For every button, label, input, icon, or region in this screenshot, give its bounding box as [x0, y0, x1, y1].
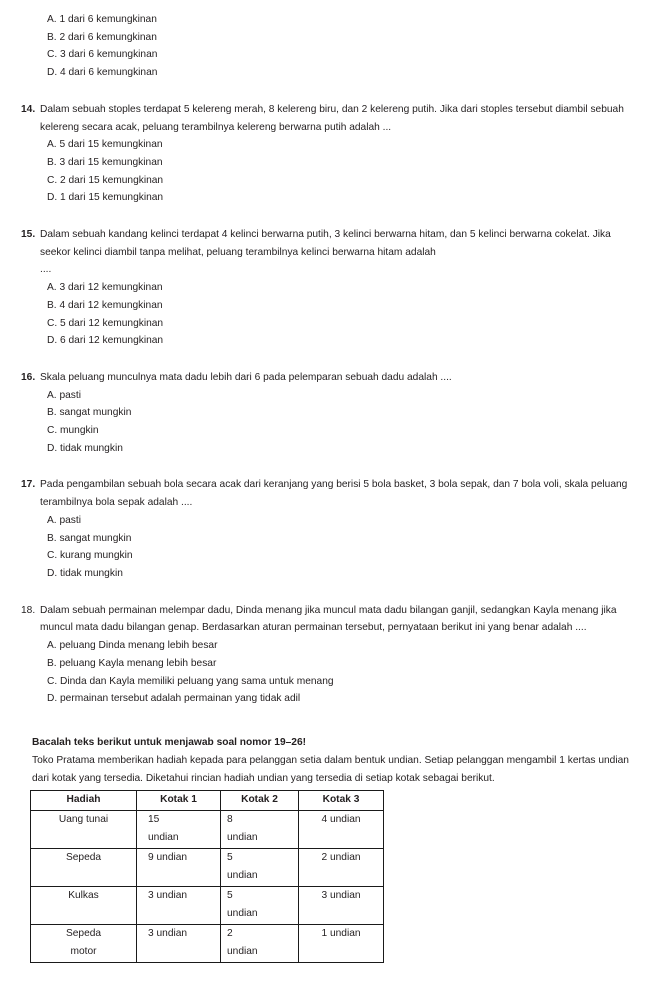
cell-kotak-2 — [221, 925, 299, 963]
cell-line: undian — [148, 831, 179, 843]
cell-kotak-1 — [137, 887, 221, 925]
option-item: B. 2 dari 6 kemungkinan — [47, 31, 157, 43]
question-ellipsis: .... — [40, 264, 52, 276]
option-item: B. 3 dari 15 kemungkinan — [47, 156, 163, 168]
cell-line: undian — [227, 831, 258, 843]
cell-hadiah — [31, 925, 137, 963]
cell-line: 3 undian — [148, 928, 188, 940]
option-item: A. pasti — [47, 514, 81, 526]
option-item: C. mungkin — [47, 425, 99, 437]
option-item: B. sangat mungkin — [47, 532, 132, 544]
option-item: D. tidak mungkin — [47, 567, 123, 579]
cell-line: 2 — [227, 928, 233, 940]
cell-kotak-2 — [221, 849, 299, 887]
question-text: Pada pengambilan sebuah bola secara acak dari keranjang yang berisi 5 bola basket, 3 bola sepak, dan 7 bola voli, skala peluang terambilnya bola sepak adalah .... — [40, 479, 628, 509]
question-15 — [0, 226, 659, 350]
table-row — [31, 887, 384, 925]
cell-hadiah — [31, 849, 137, 887]
cell-kotak-1 — [137, 849, 221, 887]
cell-hadiah — [31, 811, 137, 849]
question-number: 16. — [21, 371, 36, 383]
question-text: Dalam sebuah stoples terdapat 5 kelereng merah, 8 kelereng biru, dan 2 kelereng putih. Jika dari stoples tersebut diambil sebuah kelereng secara acak, peluang terambilnya kelereng berwarna putih adalah ... — [40, 103, 624, 133]
cell-line: undian — [227, 945, 258, 957]
question-number: 18. — [21, 604, 36, 616]
question-number: 17. — [21, 479, 36, 491]
cell-line: 2 undian — [321, 852, 361, 864]
option-item: D. 6 dari 12 kemungkinan — [47, 335, 164, 347]
cell-line: 9 undian — [148, 852, 188, 864]
table-row — [31, 811, 384, 849]
table-row — [31, 849, 384, 887]
option-item: A. 3 dari 12 kemungkinan — [47, 282, 163, 294]
table-header-row — [31, 791, 384, 811]
cell-line: 5 — [227, 852, 233, 864]
option-item: C. kurang mungkin — [47, 550, 133, 562]
column-header-kotak-1: Kotak 1 — [137, 791, 221, 811]
option-item: D. 4 dari 6 kemungkinan — [47, 67, 158, 79]
question-17 — [0, 476, 659, 582]
option-item: A. pasti — [47, 389, 81, 401]
option-list — [0, 136, 659, 207]
orphan-option-list — [0, 0, 659, 82]
column-header-hadiah: Hadiah — [31, 791, 137, 811]
cell-kotak-2 — [221, 887, 299, 925]
cell-line: 5 — [227, 890, 233, 902]
passage-body: Toko Pratama memberikan hadiah kepada para pelanggan setia dalam bentuk undian. Setiap pelanggan mengambil 1 kertas undian dari kotak yang tersedia. Diketahui rincian hadiah undian yang tersedia di setiap kotak sebagai berikut. — [32, 754, 629, 784]
cell-line: Kulkas — [68, 890, 99, 902]
option-list — [0, 637, 659, 708]
option-list — [0, 512, 659, 583]
option-list — [0, 387, 659, 458]
cell-line: Sepeda — [65, 928, 102, 940]
cell-line: 1 undian — [321, 928, 361, 940]
question-text: Dalam sebuah permainan melempar dadu, Dinda menang jika muncul mata dadu bilangan ganjil, sedangkan Kayla menang jika muncul mata dadu bilangan genap. Berdasarkan aturan permainan tersebut, pernyataan berikut ini yang benar adalah .... — [40, 604, 617, 634]
passage-heading: Bacalah teks berikut untuk menjawab soal nomor 19–26! — [32, 736, 307, 748]
question-text: Skala peluang munculnya mata dadu lebih dari 6 pada pelemparan sebuah dadu adalah .... — [40, 371, 452, 383]
cell-kotak-3 — [299, 811, 384, 849]
cell-kotak-3 — [299, 887, 384, 925]
question-number: 14. — [21, 103, 36, 115]
table-row — [31, 925, 384, 963]
option-item: C. Dinda dan Kayla memiliki peluang yang sama untuk menang — [47, 675, 334, 687]
cell-kotak-3 — [299, 849, 384, 887]
reading-passage — [0, 734, 659, 787]
column-header-kotak-2: Kotak 2 — [221, 791, 299, 811]
cell-line: 4 undian — [321, 814, 361, 826]
option-list — [0, 279, 659, 350]
option-item: C. 3 dari 6 kemungkinan — [47, 49, 158, 61]
cell-kotak-3 — [299, 925, 384, 963]
option-item: A. 5 dari 15 kemungkinan — [47, 139, 163, 151]
question-14 — [0, 101, 659, 207]
cell-line: 3 undian — [148, 890, 188, 902]
cell-line: Uang tunai — [58, 814, 109, 826]
prize-table — [30, 790, 384, 963]
option-item: A. 1 dari 6 kemungkinan — [47, 14, 157, 25]
option-item: B. 4 dari 12 kemungkinan — [47, 299, 163, 311]
option-item: D. tidak mungkin — [47, 442, 123, 454]
cell-kotak-1 — [137, 811, 221, 849]
option-item: A. peluang Dinda menang lebih besar — [47, 640, 218, 652]
cell-line: Sepeda — [65, 852, 102, 864]
question-18 — [0, 602, 659, 708]
column-header-kotak-3: Kotak 3 — [299, 791, 384, 811]
cell-hadiah — [31, 887, 137, 925]
cell-line: undian — [227, 907, 258, 919]
prize-table-wrapper — [0, 790, 659, 963]
cell-line: 3 undian — [321, 890, 361, 902]
option-item: B. sangat mungkin — [47, 407, 132, 419]
option-item: D. permainan tersebut adalah permainan yang tidak adil — [47, 693, 301, 705]
cell-line: 8 — [227, 814, 233, 826]
cell-kotak-1 — [137, 925, 221, 963]
question-text: Dalam sebuah kandang kelinci terdapat 4 kelinci berwarna putih, 3 kelinci berwarna hitam, dan 5 kelinci berwarna cokelat. Jika seekor kelinci diambil tanpa melihat, peluang terambilnya kelinci berwarna hitam adalah — [40, 229, 611, 258]
cell-line: undian — [227, 869, 258, 881]
question-16 — [0, 369, 659, 458]
option-item: C. 5 dari 12 kemungkinan — [47, 317, 164, 329]
option-item: D. 1 dari 15 kemungkinan — [47, 192, 164, 204]
cell-kotak-2 — [221, 811, 299, 849]
option-item: B. peluang Kayla menang lebih besar — [47, 657, 217, 669]
cell-line: motor — [70, 945, 97, 957]
question-number: 15. — [21, 229, 36, 241]
cell-line: 15 — [148, 814, 160, 826]
option-item: C. 2 dari 15 kemungkinan — [47, 174, 164, 186]
